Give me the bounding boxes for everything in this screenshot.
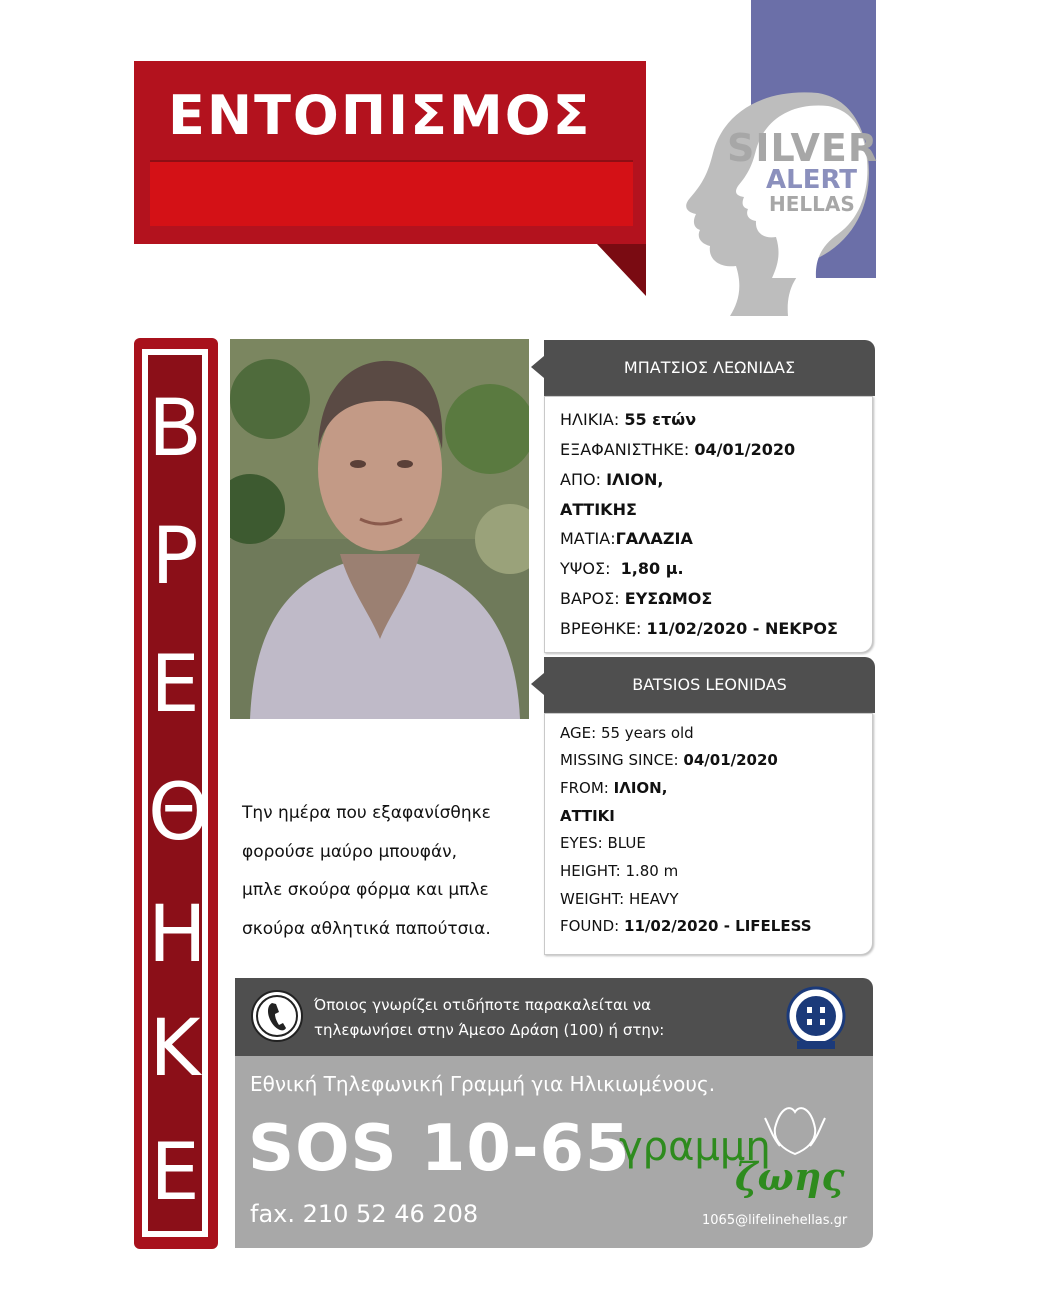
greek-from-row	[560, 470, 663, 489]
english-weight-value: HEAVY	[629, 890, 679, 908]
header-banner-stripe	[150, 160, 633, 226]
greek-name-header: ΜΠΑΤΣΙΟΣ ΛΕΩΝΙΔΑΣ	[544, 340, 875, 396]
police-badge-icon	[785, 985, 847, 1051]
contact-instruction-line: Όποιος γνωρίζει οτιδήποτε παρακαλείται να	[314, 996, 651, 1014]
description-line: σκούρα αθλητικά παπούτσια.	[242, 918, 491, 939]
greek-missing-value: 04/01/2020	[694, 440, 796, 459]
english-eyes-value: BLUE	[607, 834, 646, 852]
greek-eyes-value: ΓΑΛΑΖΙΑ	[615, 529, 693, 548]
english-age-label: AGE:	[560, 724, 597, 742]
found-letter: Ρ	[151, 512, 199, 602]
english-height-label: HEIGHT:	[560, 862, 621, 880]
phone-icon	[250, 989, 304, 1043]
greek-weight-value: ΕΥΣΩΜΟΣ	[624, 589, 713, 608]
english-weight-label: WEIGHT:	[560, 890, 625, 908]
english-found-row	[560, 917, 812, 935]
greek-from-row-2	[560, 500, 637, 519]
found-letter: Β	[148, 384, 202, 474]
english-weight-row	[560, 890, 678, 908]
header-banner-fold	[597, 244, 646, 296]
english-name-header: BATSIOS LEONIDAS	[544, 657, 875, 713]
greek-from-label: ΑΠΟ:	[560, 470, 601, 489]
lifeline-word-2: ζωης	[735, 1154, 845, 1199]
greek-found-label: ΒΡΕΘΗΚΕ:	[560, 619, 642, 638]
english-from-row	[560, 779, 667, 797]
greek-found-row	[560, 619, 838, 638]
logo-text-silver: SILVER	[727, 126, 879, 170]
logo-text-alert: ALERT	[766, 165, 858, 195]
greek-height-row	[560, 559, 684, 578]
english-missing-label: MISSING SINCE:	[560, 751, 679, 769]
clothing-description	[242, 794, 532, 948]
greek-found-value: 11/02/2020 - ΝΕΚΡΟΣ	[646, 619, 838, 638]
greek-eyes-label: ΜΑΤΙΑ:	[560, 529, 616, 548]
greek-weight-row	[560, 589, 712, 608]
greek-from-value-2: ΑΤΤΙΚΗΣ	[560, 500, 637, 519]
english-from-label: FROM:	[560, 779, 609, 797]
found-letter: Ε	[150, 1128, 200, 1218]
greek-info-card	[544, 396, 873, 653]
english-eyes-row	[560, 834, 646, 852]
fax-number: fax. 210 52 46 208	[250, 1200, 479, 1228]
english-missing-value: 04/01/2020	[683, 751, 778, 769]
logo-text-hellas: HELLAS	[769, 192, 855, 216]
lifeline-word-1: γραμμη	[619, 1124, 771, 1170]
greek-age-value: 55 ετών	[624, 410, 697, 429]
english-found-label: FOUND:	[560, 917, 620, 935]
contact-header	[235, 978, 873, 1056]
greek-missing-label: ΕΞΑΦΑΝΙΣΤΗΚΕ:	[560, 440, 690, 459]
contact-email[interactable]: 1065@lifelinehellas.gr	[702, 1213, 848, 1228]
description-line: φορούσε μαύρο μπουφάν,	[242, 841, 458, 862]
english-age-value: 55 years old	[600, 724, 694, 742]
national-line-text: Εθνική Τηλεφωνική Γραμμή για Ηλικιωμένους.	[250, 1072, 716, 1096]
description-line: μπλε σκούρα φόρμα και μπλε	[242, 880, 489, 900]
found-letter: Η	[148, 890, 207, 980]
greek-eyes-row	[560, 529, 693, 548]
found-letter: Ε	[150, 640, 200, 730]
english-height-value: 1.80 m	[625, 862, 679, 880]
english-eyes-label: EYES:	[560, 834, 603, 852]
contact-instruction-line: τηλεφωνήσει στην Άμεσο Δράση (100) ή στην:	[314, 1021, 665, 1039]
found-letter: Θ	[148, 768, 210, 858]
description-line: Την ημέρα που εξαφανίσθηκε	[242, 803, 491, 823]
person-photo	[230, 339, 529, 719]
lifeline-logo	[615, 1098, 865, 1208]
card-notch	[531, 673, 544, 695]
english-from-row-2	[560, 807, 615, 825]
greek-height-value: 1,80 μ.	[620, 559, 684, 578]
english-found-value: 11/02/2020 - LIFELESS	[624, 917, 812, 935]
greek-missing-row	[560, 440, 795, 459]
sos-number: SOS 10-65	[248, 1112, 631, 1186]
english-from-value-2: ΑΤΤΙΚΙ	[560, 807, 615, 825]
english-age-row	[560, 724, 694, 742]
english-from-value: ΙΛΙΟΝ,	[613, 779, 668, 797]
greek-weight-label: ΒΑΡΟΣ:	[560, 589, 620, 608]
english-height-row	[560, 862, 678, 880]
page-title: ΕΝΤΟΠΙΣΜΟΣ	[168, 84, 592, 147]
found-letter: Κ	[149, 1004, 201, 1094]
english-missing-row	[560, 751, 778, 769]
greek-age-label: ΗΛΙΚΙΑ:	[560, 410, 620, 429]
greek-from-value: ΙΛΙΟΝ,	[606, 470, 664, 489]
greek-age-row	[560, 410, 696, 429]
greek-height-label: ΥΨΟΣ:	[560, 559, 611, 578]
card-notch	[531, 356, 544, 378]
